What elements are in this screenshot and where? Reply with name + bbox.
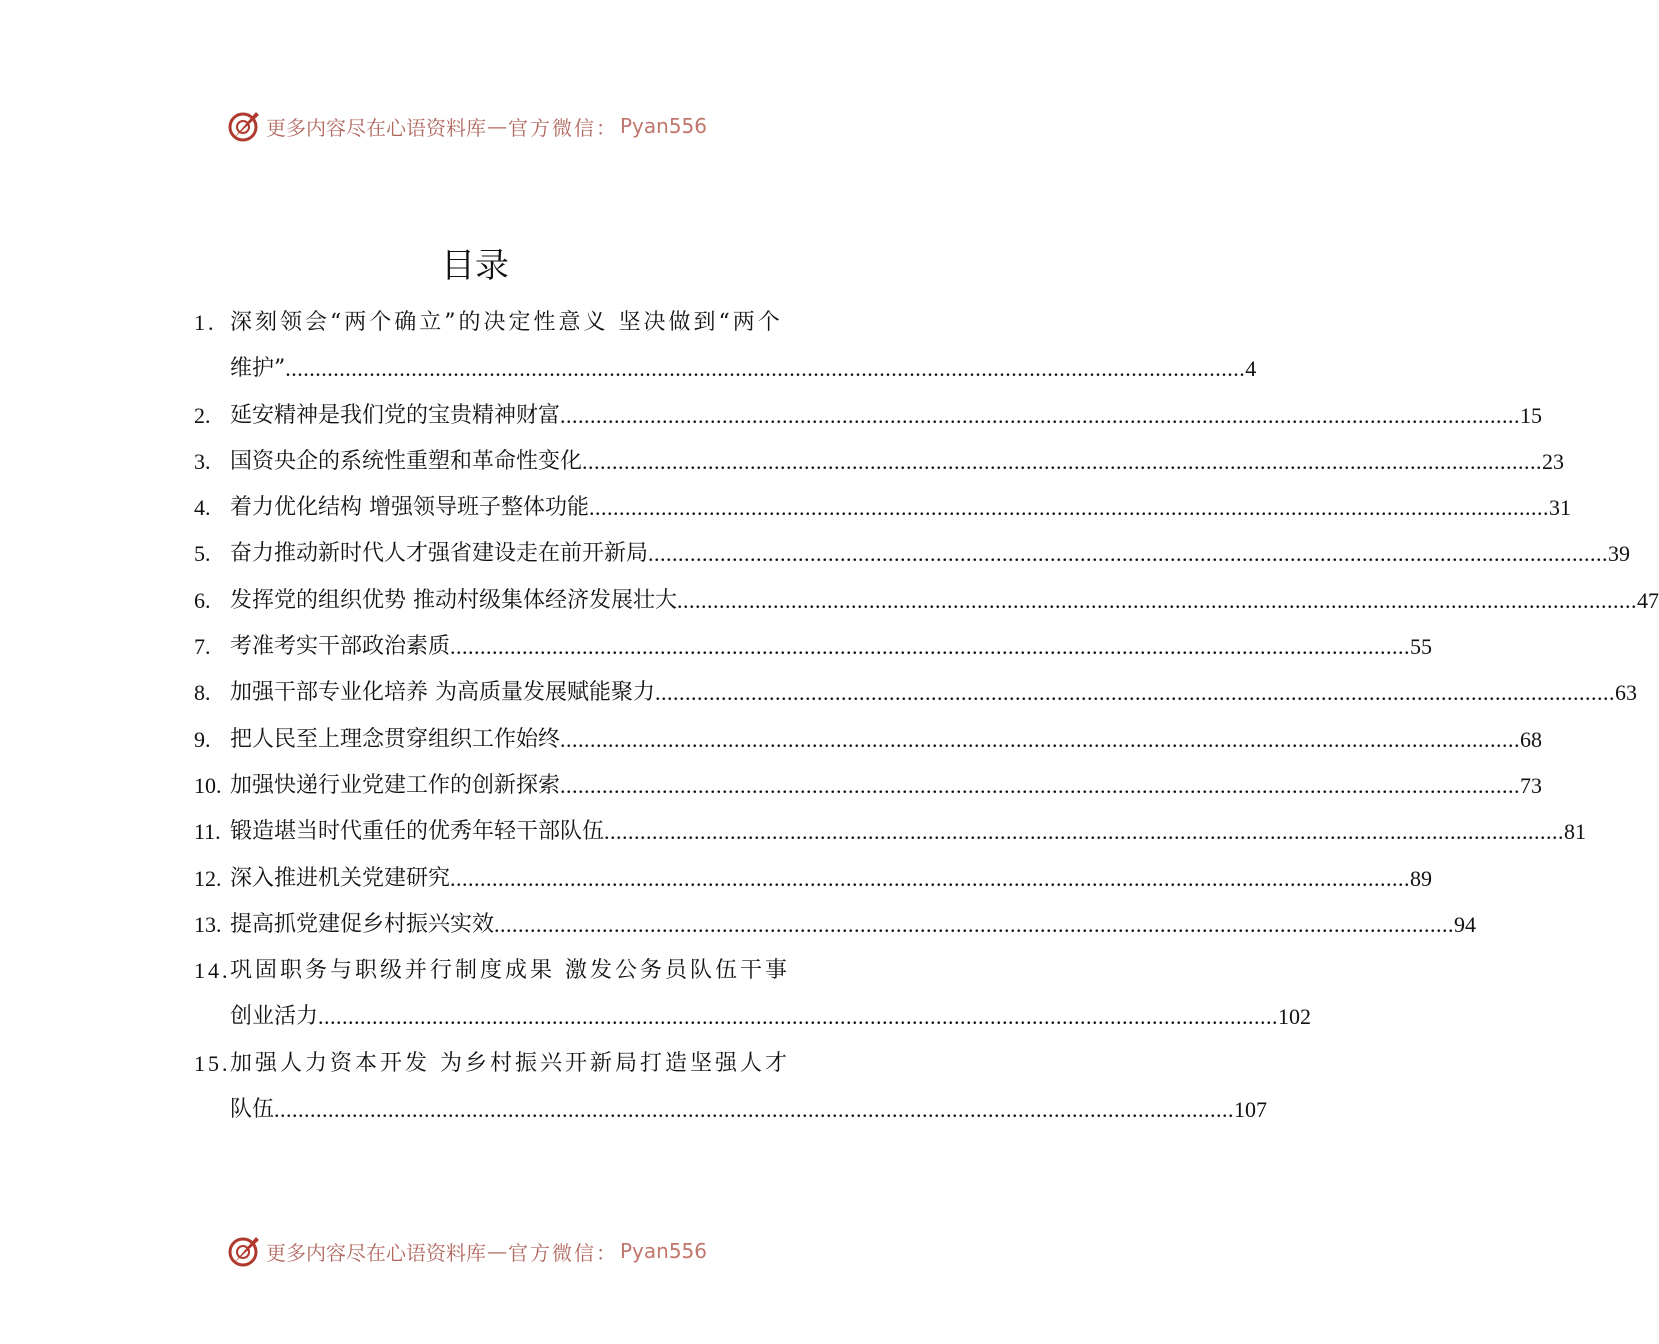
toc-entry-page: 47 xyxy=(1637,587,1659,613)
toc-entry-title: 深入推进机关党建研究 xyxy=(230,865,451,891)
toc-entry[interactable] xyxy=(194,809,1587,855)
toc-entry-number: 7. xyxy=(194,634,211,660)
toc-entry-title: 锻造堪当时代重任的优秀年轻干部队伍 xyxy=(230,819,605,845)
toc-entry-number: 6. xyxy=(194,587,211,613)
toc-entry[interactable] xyxy=(194,439,1565,485)
toc-entry-title: 发挥党的组织优势 推动村级集体经济发展壮大 xyxy=(230,587,677,613)
toc-entry[interactable] xyxy=(194,763,1543,809)
banner-dash: — xyxy=(487,114,507,138)
toc-leader-dots xyxy=(589,485,1549,531)
banner-text: 更多内容尽在心语资料库 xyxy=(266,1240,486,1265)
toc-leader-dots xyxy=(655,670,1615,716)
toc-entry[interactable] xyxy=(194,670,1637,716)
toc-entry-title: 巩固职务与职级并行制度成果 激发公务员队伍干事 xyxy=(230,958,790,984)
banner-text: 更多内容尽在心语资料库 xyxy=(266,115,486,140)
toc-entry-number: 14. xyxy=(194,958,231,984)
toc-leader-dots xyxy=(560,763,1520,809)
toc-entry-page: 107 xyxy=(1234,1097,1268,1123)
toc-entry-page: 73 xyxy=(1520,772,1543,798)
toc-entry-number: 12. xyxy=(194,865,222,891)
toc-leader-dots xyxy=(450,856,1410,902)
toc-entry-title: 国资央企的系统性重塑和革命性变化 xyxy=(230,448,583,474)
toc-entry-number: 4. xyxy=(194,495,211,521)
toc-entry[interactable] xyxy=(194,531,1631,577)
feather-pen-logo-icon xyxy=(226,1233,262,1269)
toc-entry-page: 94 xyxy=(1454,911,1477,937)
toc-entry-number: 13. xyxy=(194,911,222,937)
table-of-contents xyxy=(194,300,1659,1133)
toc-leader-dots xyxy=(677,578,1637,624)
toc-entry-title: 深刻领会“两个确立”的决定性意义 坚决做到“两个 xyxy=(230,310,783,335)
toc-entry-title-cont: 队伍 xyxy=(230,1097,275,1123)
toc-leader-dots xyxy=(274,1087,1234,1133)
toc-entry-page: 31 xyxy=(1549,495,1571,521)
toc-leader-dots xyxy=(604,809,1564,855)
toc-entry[interactable] xyxy=(194,948,1312,1041)
toc-entry-title: 加强干部专业化培养 为高质量发展赋能聚力 xyxy=(230,680,655,706)
toc-entry-page: 81 xyxy=(1564,819,1587,845)
toc-entry[interactable] xyxy=(194,902,1477,948)
toc-entry-title: 延安精神是我们党的宝贵精神财富 xyxy=(230,402,561,428)
toc-entry-number: 2. xyxy=(194,402,211,428)
page-title: 目录 xyxy=(441,246,509,286)
toc-leader-dots xyxy=(285,346,1245,392)
toc-entry-number: 3. xyxy=(194,448,211,474)
toc-entry-title: 加强人力资本开发 为乡村振兴开新局打造坚强人才 xyxy=(230,1050,790,1076)
toc-entry[interactable] xyxy=(194,300,1257,393)
feather-pen-logo-icon xyxy=(226,108,262,144)
toc-entry-page: 89 xyxy=(1410,865,1433,891)
banner-wechat-id: Pyan556 xyxy=(620,1239,708,1263)
banner-dash: — xyxy=(487,1239,507,1263)
toc-entry[interactable] xyxy=(194,578,1659,624)
toc-entry-number: 8. xyxy=(194,680,211,706)
toc-leader-dots xyxy=(560,393,1520,439)
toc-entry-page: 4 xyxy=(1245,356,1257,382)
toc-entry-page: 39 xyxy=(1608,541,1631,567)
toc-entry-page: 23 xyxy=(1542,448,1565,474)
toc-entry[interactable] xyxy=(194,1041,1268,1134)
toc-leader-dots xyxy=(450,624,1410,670)
header-banner xyxy=(226,108,707,144)
banner-wechat-label: 官方微信： xyxy=(508,1240,618,1265)
toc-entry-page: 63 xyxy=(1615,680,1637,706)
toc-entry-number: 1. xyxy=(194,310,217,335)
toc-leader-dots xyxy=(582,439,1542,485)
toc-entry-page: 55 xyxy=(1410,634,1433,660)
toc-entry-title: 加强快递行业党建工作的创新探索 xyxy=(230,772,561,798)
toc-entry-page: 68 xyxy=(1520,726,1543,752)
footer-banner xyxy=(226,1233,707,1269)
toc-entry-title-cont: 维护” xyxy=(230,356,286,382)
toc-entry[interactable] xyxy=(194,624,1433,670)
toc-entry-title: 提高抓党建促乡村振兴实效 xyxy=(230,911,495,937)
toc-leader-dots xyxy=(494,902,1454,948)
toc-entry-number: 15. xyxy=(194,1050,231,1076)
toc-leader-dots xyxy=(560,717,1520,763)
toc-entry[interactable] xyxy=(194,856,1433,902)
toc-leader-dots xyxy=(318,994,1278,1040)
toc-entry[interactable] xyxy=(194,393,1543,439)
toc-leader-dots xyxy=(648,531,1608,577)
toc-entry-title-cont: 创业活力 xyxy=(230,1004,319,1030)
toc-entry-page: 15 xyxy=(1520,402,1543,428)
toc-entry[interactable] xyxy=(194,717,1543,763)
banner-wechat-label: 官方微信： xyxy=(508,115,618,140)
toc-entry-number: 10. xyxy=(194,772,222,798)
toc-entry-number: 5. xyxy=(194,541,211,567)
toc-entry-title: 着力优化结构 增强领导班子整体功能 xyxy=(230,495,589,521)
banner-wechat-id: Pyan556 xyxy=(620,114,708,138)
toc-entry-title: 考准考实干部政治素质 xyxy=(230,634,451,660)
toc-entry-page: 102 xyxy=(1278,1004,1312,1030)
toc-entry-title: 把人民至上理念贯穿组织工作始终 xyxy=(230,726,561,752)
toc-entry-number: 9. xyxy=(194,726,211,752)
toc-entry-number: 11. xyxy=(194,819,221,845)
toc-entry[interactable] xyxy=(194,485,1571,531)
toc-entry-title: 奋力推动新时代人才强省建设走在前开新局 xyxy=(230,541,649,567)
